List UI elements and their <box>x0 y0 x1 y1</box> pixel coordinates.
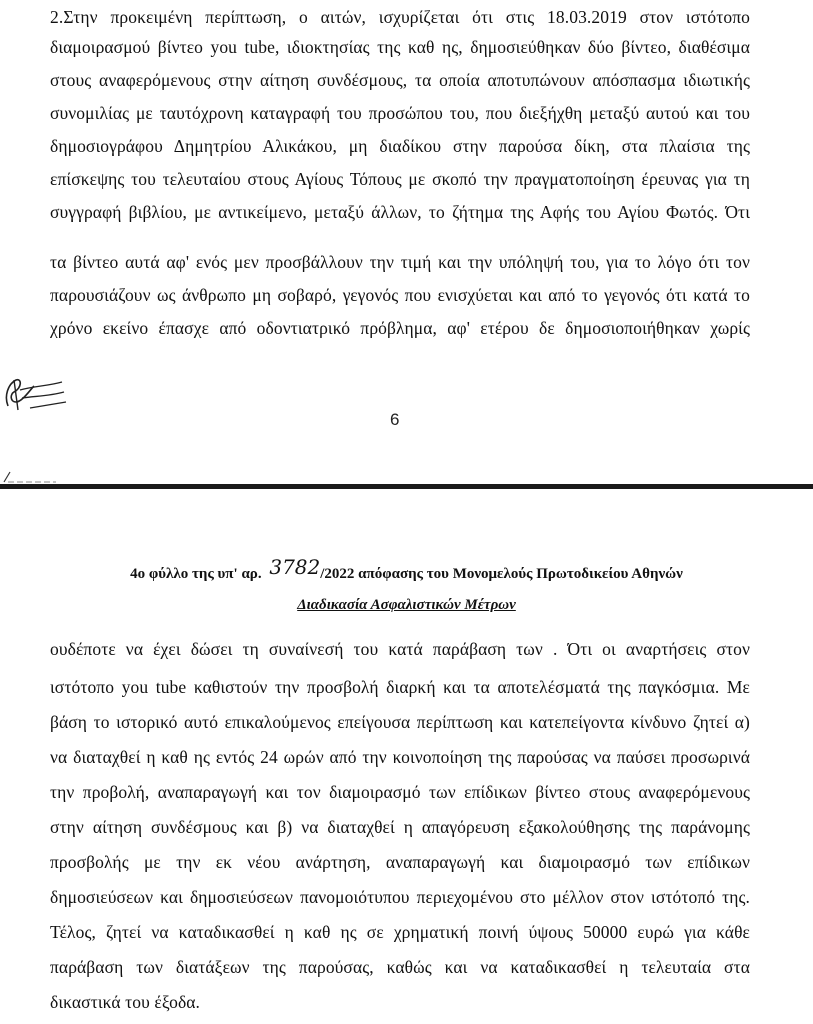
body-line-17: προσβολής με την εκ νέου ανάρτηση, αναπαραγωγή και διαμοιρασμό των επίδικων <box>50 852 750 872</box>
body-line-13: βάση το ιστορικό αυτό επικαλούμενος επείγουσα περίπτωση και κατεπείγοντα κίνδυνο ζητεί α) <box>50 712 750 732</box>
body-line-6: επίσκεψης του τελευταίου στους Αγίους Τόπους με σκοπό την πραγματοποίηση έρευνας για τη <box>50 169 750 189</box>
page-number: 6 <box>390 410 400 429</box>
signature-initials <box>0 366 70 416</box>
body-line-20: παράβαση των διατάξεων της παρούσας, καθώς και να καταδικασθεί η τελευταία στα <box>50 957 750 977</box>
body-line-11: ουδέποτε να έχει δώσει τη συναίνεσή του κατά παράβαση των . Ότι οι αναρτήσεις στον <box>50 639 750 659</box>
body-line-14: να διαταχθεί η καθ ης εντός 24 ωρών από την κοινοποίηση της παρούσας να παύσει προσωρινά <box>50 747 750 767</box>
body-line-18: δημοσιεύσεων και δημοσιεύσεων πανομοιότυπου περιεχομένου στο μέλλον στον ιστότοπό της. <box>50 887 750 907</box>
page-divider <box>0 484 813 489</box>
body-line-12: ιστότοπο you tube καθιστούν την προσβολή διαρκή και τα αποτελέσματά της παγκόσμια. Με <box>50 677 750 697</box>
previous-page <box>0 0 813 486</box>
body-line-19: Τέλος, ζητεί να καταδικασθεί η καθ ης σε χρηματική ποινή ύψους 50000 ευρώ για κάθε <box>50 922 750 942</box>
body-line-7: συγγραφή βιβλίου, με αντικείμενο, μεταξύ άλλων, το ζήτημα της Αφής του Αγίου Φωτός. Ότι <box>50 202 750 222</box>
sheet-header-suffix: /2022 απόφασης του Μονομελούς Πρωτοδικείου Αθηνών <box>320 566 683 582</box>
handwritten-decision-number: 3782 <box>269 555 321 579</box>
body-line-16: στην αίτηση συνδέσμους και β) να διαταχθεί η απαγόρευση εξακολούθησης της παράνομης <box>50 817 750 837</box>
body-line-5: δημοσιογράφου Δημητρίου Αλικάκου, μη διαδίκου στην παρούσα δίκη, στα πλαίσια της <box>50 136 750 156</box>
body-line-9: παρουσιάζουν ως άνθρωπο μη σοβαρό, γεγονός που ενισχύεται και από το γεγονός ότι κατά το <box>50 285 750 305</box>
procedure-title: Διαδικασία Ασφαλιστικών Μέτρων <box>297 597 516 613</box>
sheet-header-prefix: 4ο φύλλο της υπ' αρ. <box>130 566 262 582</box>
body-line-15: την προβολή, αναπαραγωγή και τον διαμοιρασμό των επίδικων βίντεο στους αναφερόμενους <box>50 782 750 802</box>
body-line-4: συνομιλίας με ταυτόχρονη καταγραφή του προσώπου του, που διεξήχθη μεταξύ αυτού και του <box>50 103 750 123</box>
body-line-2: διαμοιρασμού βίντεο you tube, ιδιοκτησίας της καθ ης, δημοσιεύθηκαν δύο βίντεο, διαθέσιμα <box>50 37 750 57</box>
scan-edge-mark <box>0 470 60 484</box>
body-line-3: στους αναφερόμενους στην αίτηση συνδέσμους, τα οποία αποτυπώνουν απόσπασμα ιδιωτικής <box>50 70 750 90</box>
body-line-21: δικαστικά του έξοδα. <box>50 992 201 1012</box>
body-line-10: χρόνο εκείνο έπασχε από οδοντιατρικό πρόβλημα, αφ' ετέρου δε δημοσιοποιήθηκαν χωρίς <box>50 318 750 338</box>
sheet-header <box>0 555 813 585</box>
body-line-1: 2.Στην προκειμένη περίπτωση, ο αιτών, ισχυρίζεται ότι στις 18.03.2019 στον ιστότοπο <box>50 7 750 27</box>
body-line-8: τα βίντεο αυτά αφ' ενός μεν προσβάλλουν την τιμή και την υπόληψή του, για το λόγο ότι τον <box>50 252 750 272</box>
